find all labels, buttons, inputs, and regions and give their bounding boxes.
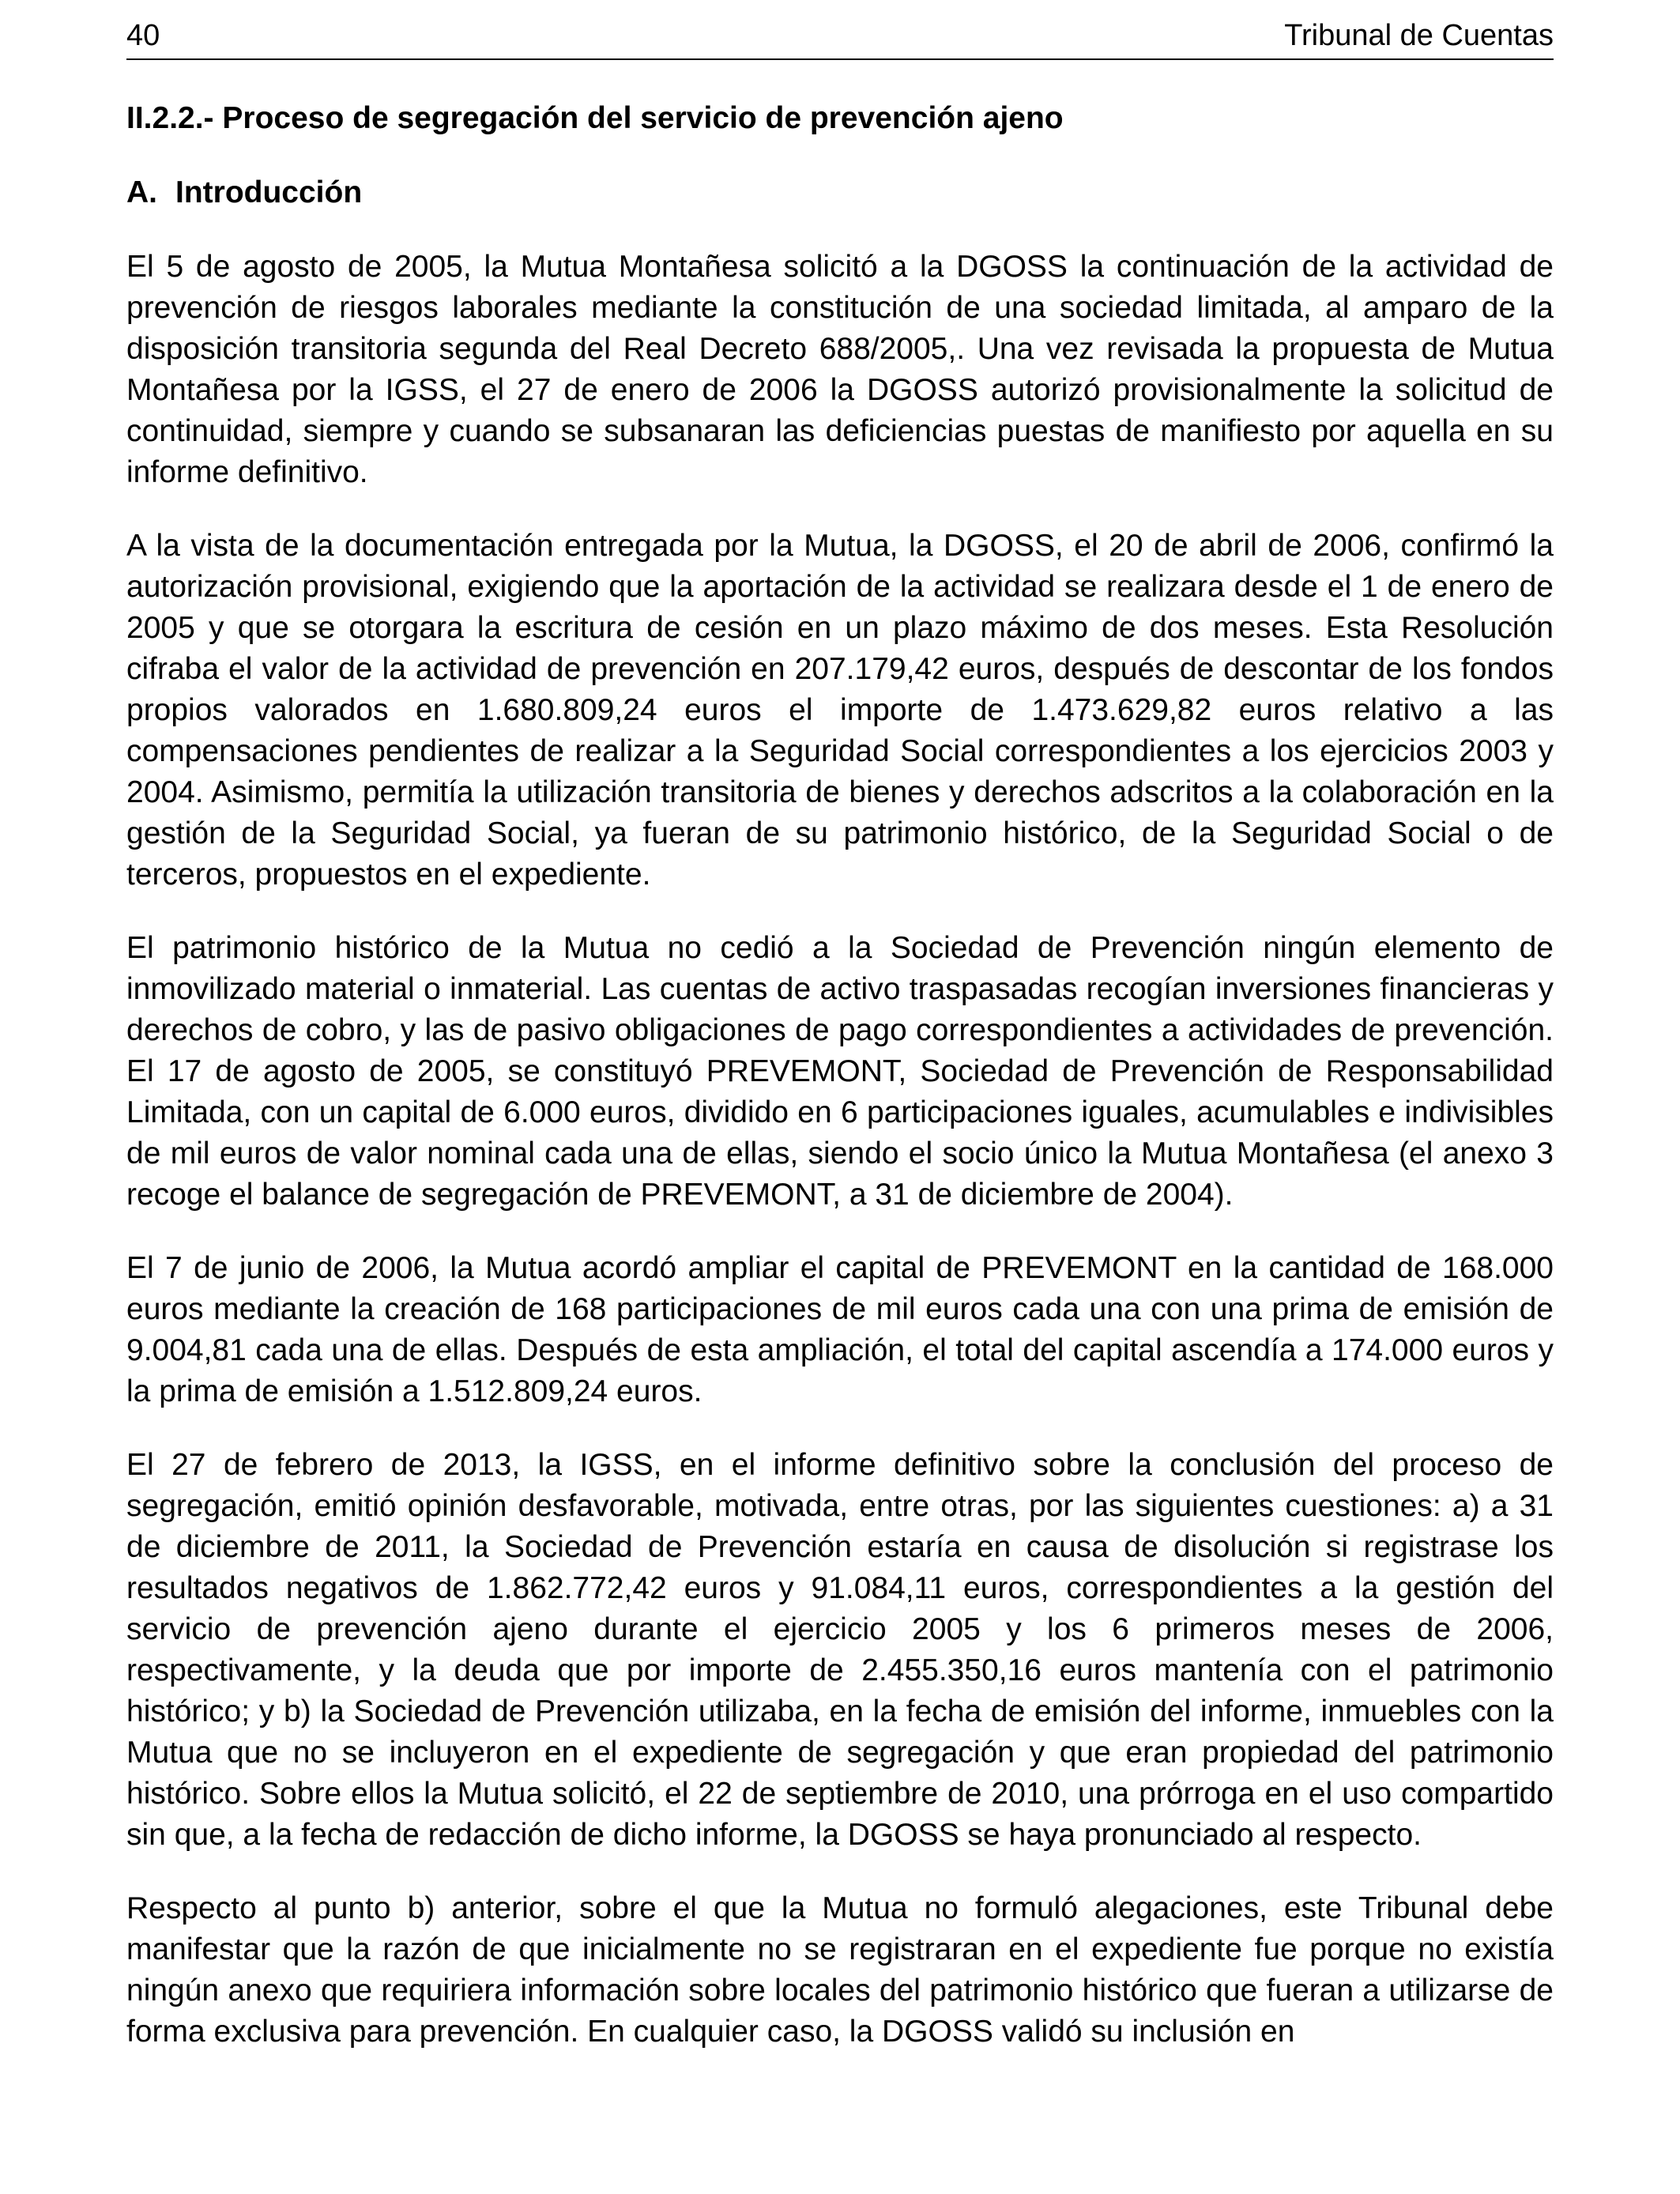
paragraph: El 5 de agosto de 2005, la Mutua Montañesa solicitó a la DGOSS la continuación de la actividad de prevención de riesgos laborales mediante la constitución de una sociedad limitada, al amparo de la disposición transitoria segunda del Real Decreto 688/2005,. Una vez revisada la propuesta de Mutua Montañesa por la IGSS, el 27 de enero de 2006 la DGOSS autorizó provisionalmente la solicitud de continuidad, siempre y cuando se subsanaran las deficiencias puestas de manifiesto por aquella en su informe definitivo. [126,250,1554,489]
subsection-letter: A. [126,175,157,209]
publisher-name: Tribunal de Cuentas [1284,19,1554,52]
paragraph: El patrimonio histórico de la Mutua no cedió a la Sociedad de Prevención ningún elemento de inmovilizado material o inmaterial. Las cuentas de activo traspasadas recogían inversiones financieras y derechos de cobro, y las de pasivo obligaciones de pago correspondientes a actividades de prevención. El 17 de agosto de 2005, se constituyó PREVEMONT, Sociedad de Prevención de Responsabilidad Limitada, con un capital de 6.000 euros, dividido en 6 participaciones iguales, acumulables e indivisibles de mil euros de valor nominal cada una de ellas, siendo el socio único la Mutua Montañesa (el anexo 3 recoge el balance de segregación de PREVEMONT, a 31 de diciembre de 2004). [126,931,1554,1212]
paragraph: A la vista de la documentación entregada por la Mutua, la DGOSS, el 20 de abril de 2006, confirmó la autorización provisional, exigiendo que la aportación de la actividad se realizara desde el 1 de enero de 2005 y que se otorgara la escritura de cesión en un plazo máximo de dos meses. Esta Resolución cifraba el valor de la actividad de prevención en 207.179,42 euros, después de descontar de los fondos propios valorados en 1.680.809,24 euros el importe de 1.473.629,82 euros relativo a las compensaciones pendientes de realizar a la Seguridad Social correspondientes a los ejercicios 2003 y 2004. Asimismo, permitía la utilización transitoria de bienes y derechos adscritos a la colaboración en la gestión de la Seguridad Social, ya fueran de su patrimonio histórico, de la Seguridad Social o de terceros, propuestos en el expediente. [126,529,1554,892]
subsection-heading [126,172,362,213]
paragraph: El 7 de junio de 2006, la Mutua acordó ampliar el capital de PREVEMONT en la cantidad de 168.000 euros mediante la creación de 168 participaciones de mil euros cada una con una prima de emisión de 9.004,81 cada una de ellas. Después de esta ampliación, el total del capital ascendía a 174.000 euros y la prima de emisión a 1.512.809,24 euros. [126,1251,1554,1408]
paragraph: El 27 de febrero de 2013, la IGSS, en el informe definitivo sobre la conclusión del proceso de segregación, emitió opinión desfavorable, motivada, entre otras, por las siguientes cuestiones: a) a 31 de diciembre de 2011, la Sociedad de Prevención estaría en causa de disolución si registrase los resultados negativos de 1.862.772,42 euros y 91.084,11 euros, correspondientes a la gestión del servicio de prevención ajeno durante el ejercicio 2005 y los 6 primeros meses de 2006, respectivamente, y la deuda que por importe de 2.455.350,16 euros mantenía con el patrimonio histórico; y b) la Sociedad de Prevención utilizaba, en la fecha de emisión del informe, inmuebles con la Mutua que no se incluyeron en el expediente de segregación y que eran propiedad del patrimonio histórico. Sobre ellos la Mutua solicitó, el 22 de septiembre de 2010, una prórroga en el uso compartido sin que, a la fecha de redacción de dicho informe, la DGOSS se haya pronunciado al respecto. [126,1448,1554,1852]
page-number: 40 [126,19,160,52]
section-heading: II.2.2.- Proceso de segregación del servicio de prevención ajeno [126,101,1064,135]
subsection-title: Introducción [175,175,363,209]
page-header [126,17,1554,60]
body-text [126,247,1554,2085]
paragraph: Respecto al punto b) anterior, sobre el que la Mutua no formuló alegaciones, este Tribunal debe manifestar que la razón de que inicialmente no se registraran en el expediente fue porque no existía ningún anexo que requiriera información sobre locales del patrimonio histórico que fueran a utilizarse de forma exclusiva para prevención. En cualquier caso, la DGOSS validó su inclusión en [126,1891,1554,2049]
